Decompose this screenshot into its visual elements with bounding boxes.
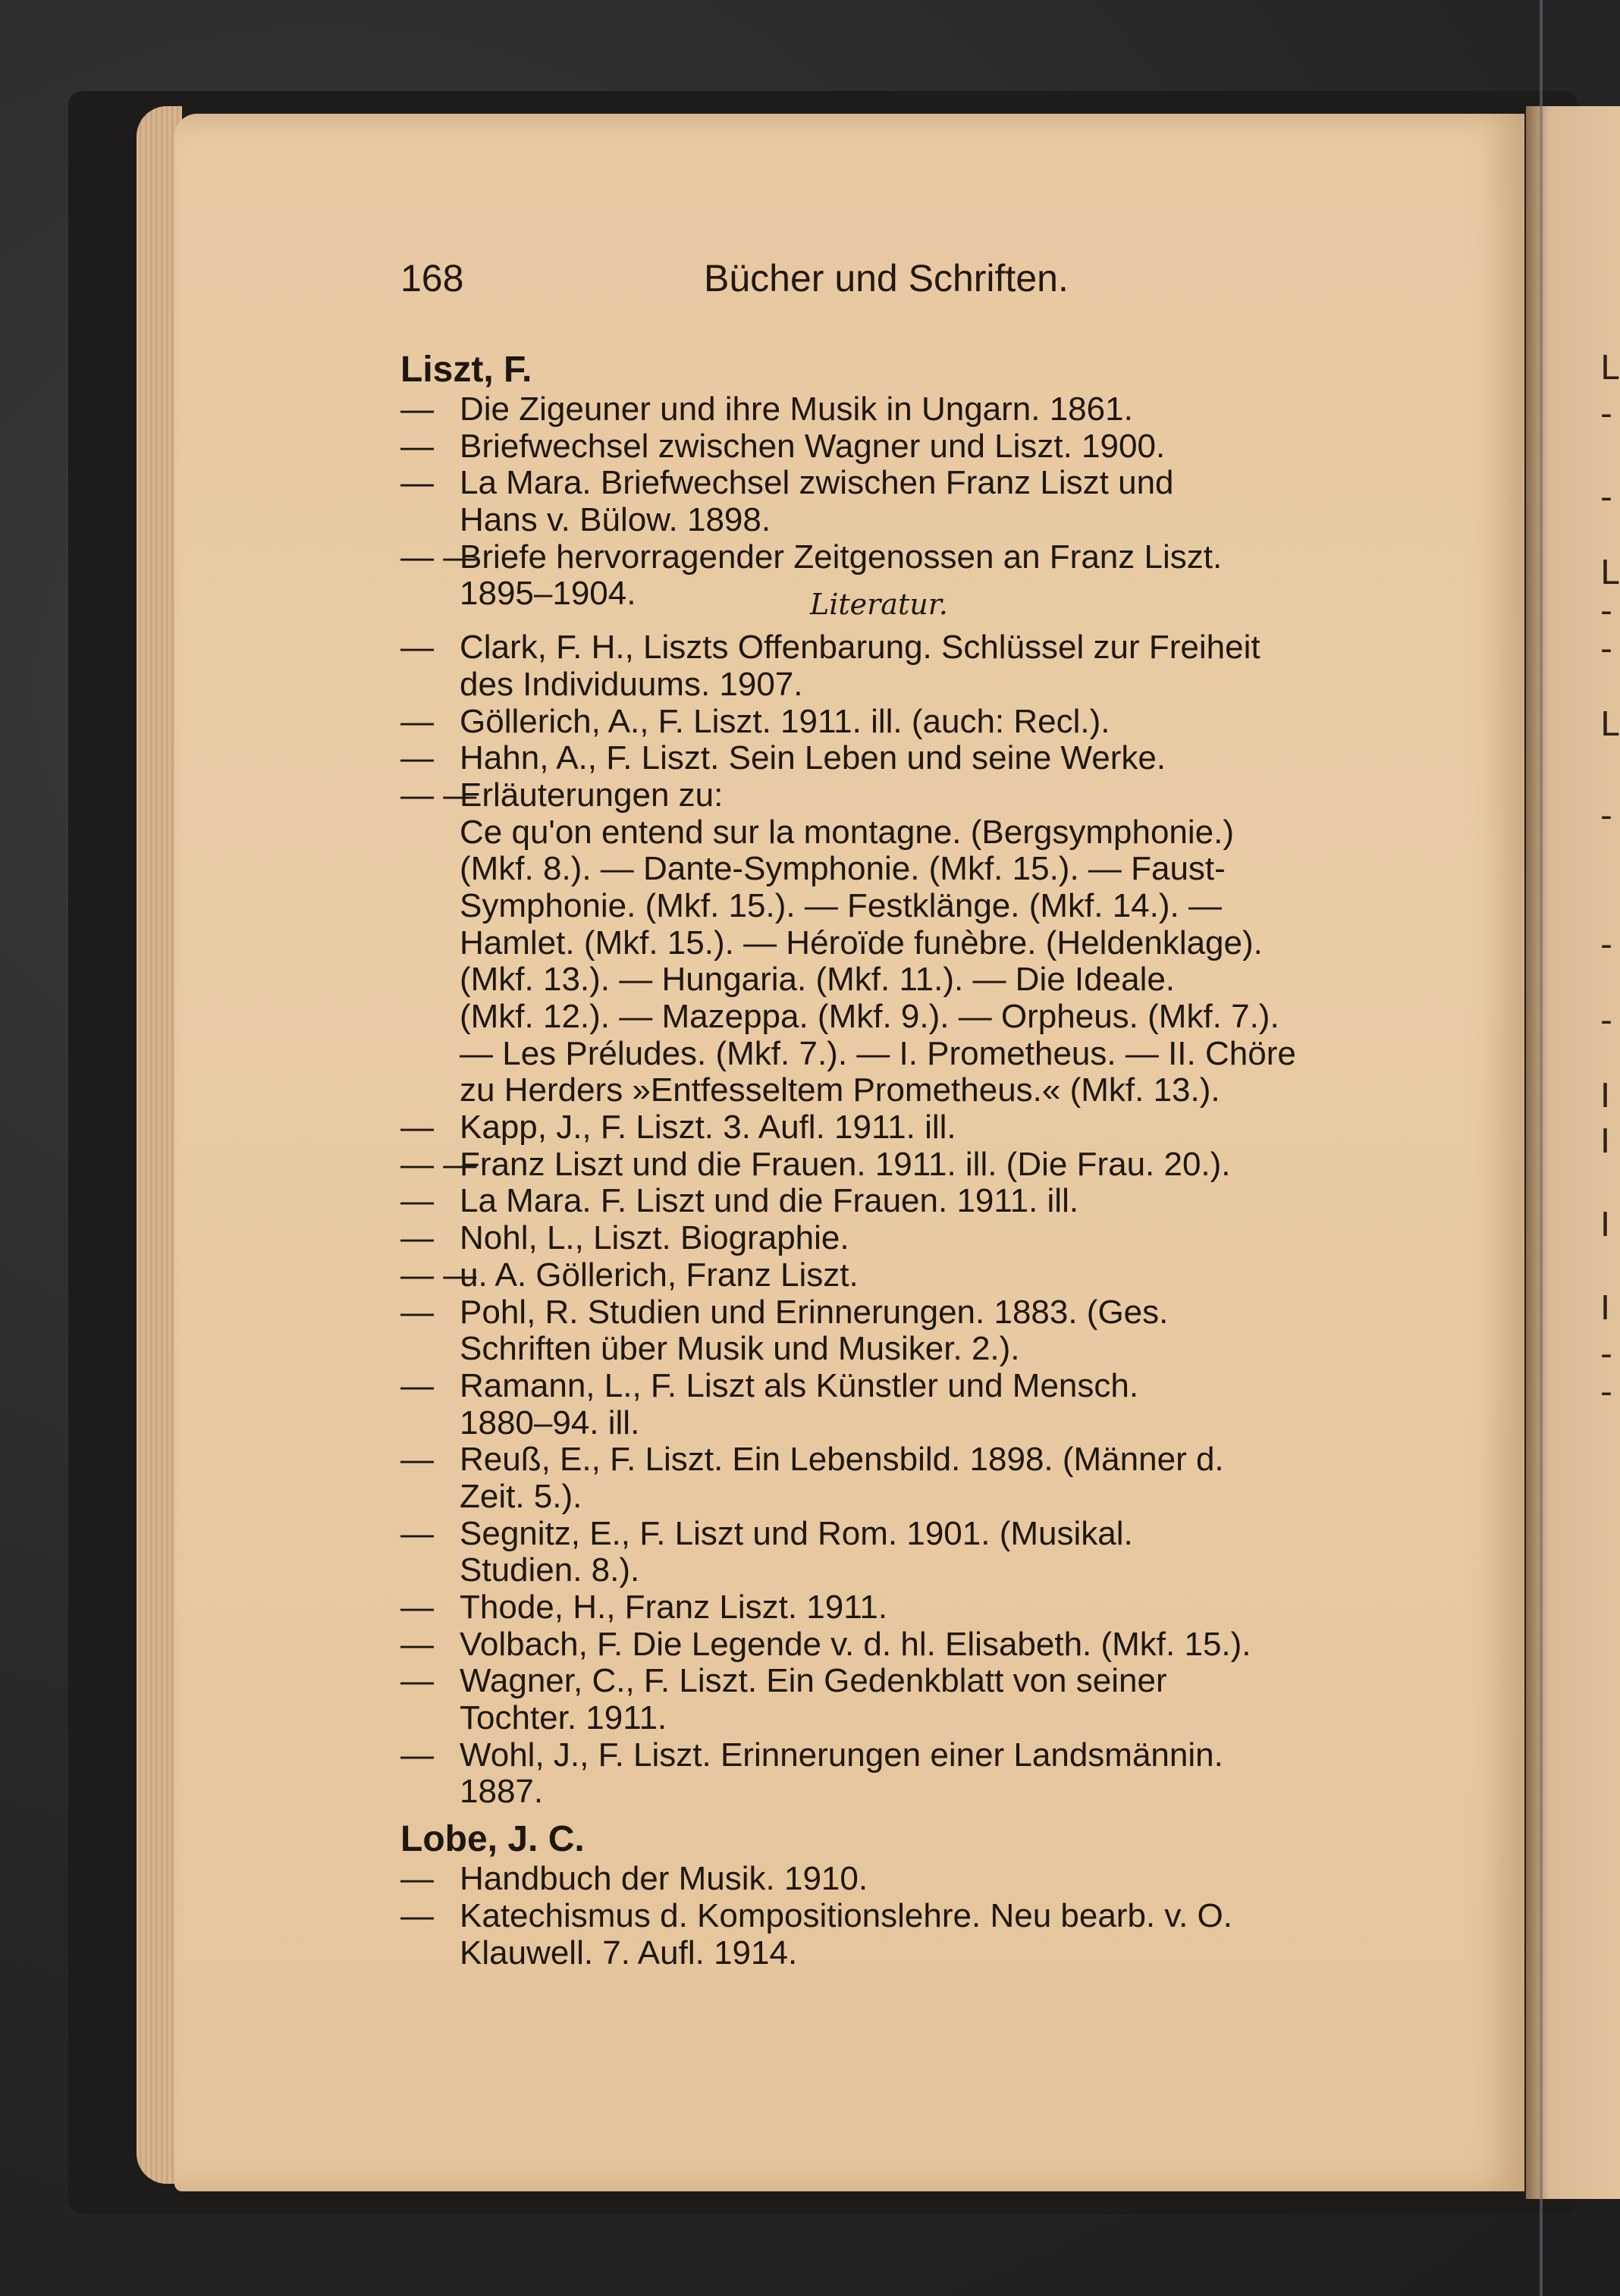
facing-page-fragment: - bbox=[1600, 1372, 1612, 1411]
facing-page-fragment: L bbox=[1600, 554, 1619, 592]
literature-line: Zeit. 5.). bbox=[460, 1477, 582, 1515]
literature-line: — — u. A. Göllerich, Franz Liszt. bbox=[400, 1256, 859, 1294]
literature-line: 1880–94. ill. bbox=[460, 1404, 640, 1441]
literature-line: — Hahn, A., F. Liszt. Sein Leben und seine Werke. bbox=[400, 739, 1166, 777]
literature-line: — Pohl, R. Studien und Erinnerungen. 1883. (Ges. bbox=[400, 1293, 1169, 1331]
facing-page-fragment: - bbox=[1600, 796, 1612, 835]
facing-page-fragment: - bbox=[1600, 629, 1612, 668]
facing-page-fragment: I bbox=[1600, 1206, 1610, 1244]
literature-line: des Individuums. 1907. bbox=[460, 665, 803, 703]
literature-line: — Ramann, L., F. Liszt als Künstler und Mensch. bbox=[400, 1366, 1139, 1404]
entry-line: 1895–1904. Literatur. bbox=[400, 576, 1394, 613]
literature-line: Studien. 8.). bbox=[460, 1551, 640, 1589]
literature-line: — Kapp, J., F. Liszt. 3. Aufl. 1911. ill. bbox=[400, 1109, 956, 1146]
literature-line: — — Erläuterungen zu: bbox=[400, 776, 724, 814]
facing-page-fragment: - bbox=[1600, 394, 1612, 433]
literature-line: (Mkf. 12.). — Mazeppa. (Mkf. 9.). — Orpheus. (Mkf. 7.). bbox=[460, 998, 1279, 1035]
literature-line: Hamlet. (Mkf. 15.). — Héroïde funèbre. (Heldenklage). bbox=[460, 924, 1263, 961]
facing-page-fragment: - bbox=[1600, 925, 1612, 964]
literature-line: — Wohl, J., F. Liszt. Erinnerungen einer Landsmännin. bbox=[400, 1736, 1223, 1774]
bibliography-entries bbox=[400, 349, 1394, 1971]
entry-line: — Die Zigeuner und ihre Musik in Ungarn. 1861. bbox=[400, 391, 1133, 428]
literature-line: (Mkf. 13.). — Hungaria. (Mkf. 11.). — Die Ideale. bbox=[460, 961, 1176, 999]
entry-line: — Handbuch der Musik. 1910. bbox=[400, 1860, 868, 1898]
literature-line: — Göllerich, A., F. Liszt. 1911. ill. (auch: Recl.). bbox=[400, 702, 1110, 740]
facing-page-fragment: I bbox=[1600, 1289, 1610, 1328]
running-title: Bücher und Schriften. bbox=[704, 257, 1069, 300]
facing-page-fragment: L bbox=[1600, 705, 1619, 744]
facing-page-fragment: - bbox=[1600, 1335, 1612, 1373]
literature-line: — Les Préludes. (Mkf. 7.). — I. Prometheus. — II. Chöre bbox=[460, 1034, 1296, 1072]
facing-page-fragment: - bbox=[1600, 1001, 1612, 1040]
facing-page-fragment: I bbox=[1600, 1122, 1610, 1161]
facing-page-fragment: - bbox=[1600, 591, 1612, 630]
author-heading-liszt: Liszt, F. bbox=[400, 350, 532, 390]
facing-page-fragment: - bbox=[1600, 478, 1612, 516]
glass-edge bbox=[1540, 0, 1543, 2296]
entry-line: — Katechismus d. Kompositionslehre. Neu bearb. v. O. bbox=[400, 1896, 1233, 1934]
literature-line: — Volbach, F. Die Legende v. d. hl. Elisabeth. (Mkf. 15.). bbox=[400, 1625, 1251, 1663]
entry-line: — La Mara. Briefwechsel zwischen Franz Liszt und bbox=[400, 464, 1174, 502]
literature-line: Tochter. 1911. bbox=[460, 1699, 667, 1737]
literature-subheading: Literatur. bbox=[810, 588, 948, 622]
literature-line: 1887. bbox=[460, 1773, 544, 1811]
literature-line: — La Mara. F. Liszt und die Frauen. 1911. ill. bbox=[400, 1182, 1079, 1220]
literature-line: — Thode, H., Franz Liszt. 1911. bbox=[400, 1589, 888, 1626]
literature-line: Symphonie. (Mkf. 15.). — Festklänge. (Mkf. 14.). — bbox=[460, 886, 1222, 924]
entry-line: Klauwell. 7. Aufl. 1914. bbox=[460, 1934, 798, 1971]
literature-line: Schriften über Musik und Musiker. 2.). bbox=[460, 1330, 1020, 1368]
literature-line: — Reuß, E., F. Liszt. Ein Lebensbild. 1898. (Männer d. bbox=[400, 1441, 1224, 1479]
facing-page-fragment: I bbox=[1600, 1077, 1610, 1115]
literature-line: Ce qu'on entend sur la montagne. (Bergsymphonie.) bbox=[460, 813, 1235, 851]
entry-line: Hans v. Bülow. 1898. bbox=[460, 501, 771, 539]
literature-line: — Segnitz, E., F. Liszt und Rom. 1901. (Musikal. bbox=[400, 1514, 1133, 1552]
facing-page-fragment: L bbox=[1600, 349, 1619, 387]
literature-line: — Clark, F. H., Liszts Offenbarung. Schlüssel zur Freiheit bbox=[400, 629, 1261, 667]
literature-line: — Nohl, L., Liszt. Biographie. bbox=[400, 1219, 849, 1257]
literature-line: — Wagner, C., F. Liszt. Ein Gedenkblatt von seiner bbox=[400, 1662, 1167, 1700]
page-number: 168 bbox=[400, 257, 464, 300]
author-heading-lobe: Lobe, J. C. bbox=[400, 1819, 585, 1860]
entry-line: — — Briefe hervorragender Zeitgenossen an Franz Liszt. bbox=[400, 538, 1223, 576]
entry-line: — Briefwechsel zwischen Wagner und Liszt. 1900. bbox=[400, 427, 1166, 465]
literature-line: — — Franz Liszt und die Frauen. 1911. ill. (Die Frau. 20.). bbox=[400, 1145, 1231, 1183]
literature-line: zu Herders »Entfesseltem Prometheus.« (Mkf. 13.). bbox=[460, 1071, 1220, 1109]
literature-line: (Mkf. 8.). — Dante-Symphonie. (Mkf. 15.). — Faust- bbox=[460, 850, 1226, 888]
